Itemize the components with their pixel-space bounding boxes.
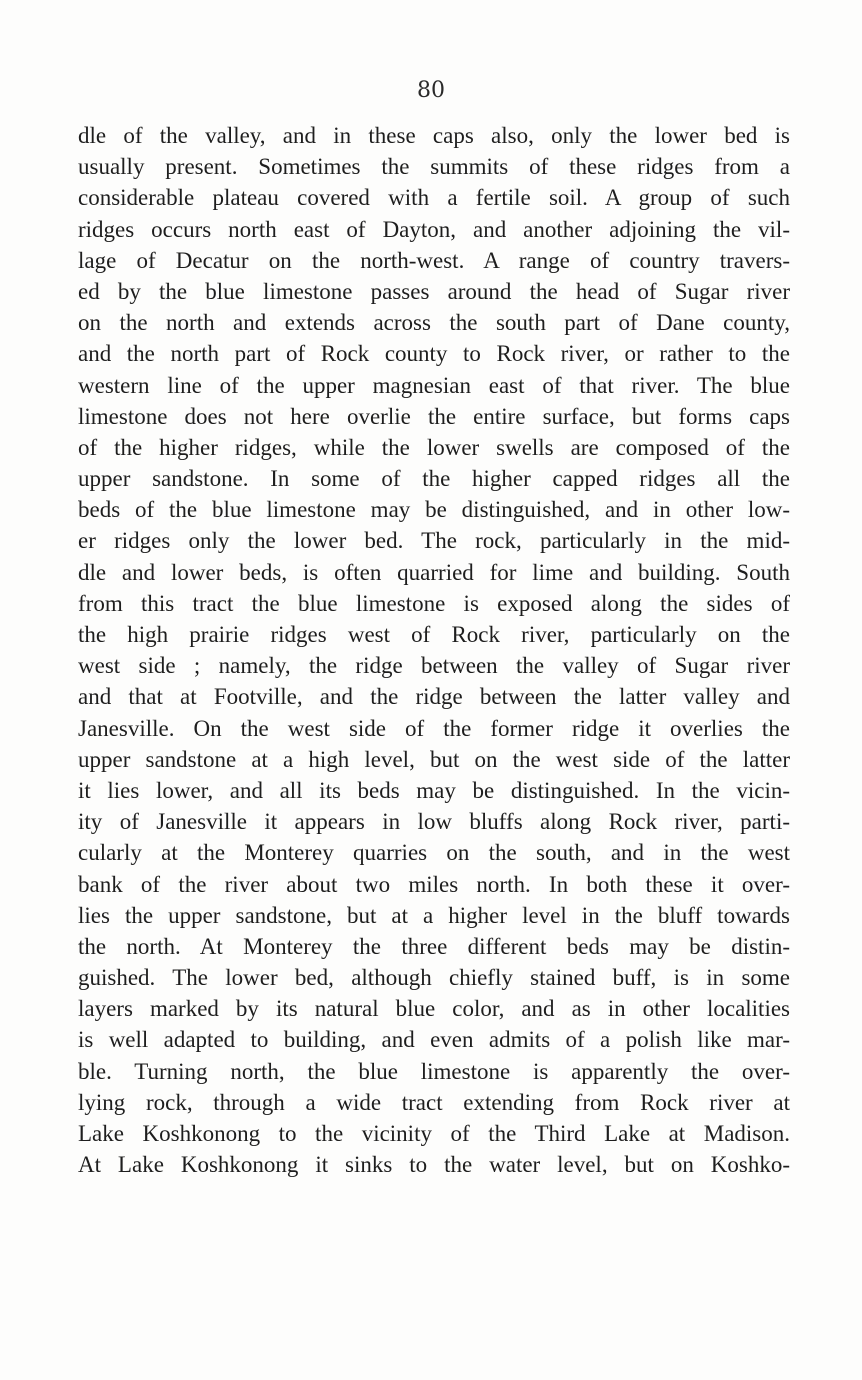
text-line: is well adapted to building, and even admits of a polish like mar-: [78, 1027, 790, 1053]
text-line: guished. The lower bed, although chiefly stained buff, is in some: [78, 965, 790, 991]
text-line: upper sandstone. In some of the higher capped ridges all the: [78, 466, 790, 492]
text-line: bank of the river about two miles north. In both these it over-: [78, 871, 790, 897]
text-line: from this tract the blue limestone is exposed along the sides of: [78, 590, 790, 616]
text-line: of the higher ridges, while the lower swells are composed of the: [78, 434, 790, 460]
text-line: considerable plateau covered with a fertile soil. A group of such: [78, 185, 790, 211]
text-line: ed by the blue limestone passes around the head of Sugar river: [78, 278, 790, 304]
text-line: At Lake Koshkonong it sinks to the water level, but on Koshko-: [78, 1152, 790, 1178]
text-line: Lake Koshkonong to the vicinity of the Third Lake at Madison.: [78, 1121, 790, 1146]
text-line: er ridges only the lower bed. The rock, particularly in the mid-: [78, 528, 790, 554]
text-line: and that at Footville, and the ridge between the latter valley and: [78, 684, 790, 710]
text-line: lage of Decatur on the north-west. A range of country travers-: [78, 247, 790, 273]
text-line: dle of the valley, and in these caps also, only the lower bed is: [78, 123, 790, 148]
text-line: upper sandstone at a high level, but on the west side of the latter: [78, 746, 790, 772]
text-line: the high prairie ridges west of Rock river, particularly on the: [78, 622, 790, 647]
text-line: dle and lower beds, is often quarried for lime and building. South: [78, 559, 790, 585]
text-line: Janesville. On the west side of the former ridge it overlies the: [78, 715, 790, 741]
text-line: ble. Turning north, the blue limestone is apparently the over-: [78, 1058, 790, 1084]
text-line: on the north and extends across the south part of Dane county,: [78, 310, 790, 336]
text-line: layers marked by its natural blue color, and as in other localities: [78, 996, 790, 1022]
text-line: limestone does not here overlie the entire surface, but forms caps: [78, 403, 790, 429]
text-line: west side ; namely, the ridge between the valley of Sugar river: [78, 653, 790, 679]
text-line: ridges occurs north east of Dayton, and another adjoining the vil-: [78, 216, 790, 242]
text-line: it lies lower, and all its beds may be distinguished. In the vicin-: [78, 777, 790, 803]
text-line: beds of the blue limestone may be distinguished, and in other low-: [78, 497, 790, 523]
text-line: ity of Janesville it appears in low bluffs along Rock river, parti-: [78, 809, 790, 835]
text-line: lying rock, through a wide tract extending from Rock river at: [78, 1089, 790, 1115]
text-line: cularly at the Monterey quarries on the south, and in the west: [78, 840, 790, 866]
body-text: [78, 120, 790, 1180]
page-number: 80: [417, 78, 445, 103]
text-line: lies the upper sandstone, but at a higher level in the bluff towards: [78, 902, 790, 928]
text-line: the north. At Monterey the three different beds may be distin-: [78, 933, 790, 959]
text-line: western line of the upper magnesian east of that river. The blue: [78, 372, 790, 398]
text-line: and the north part of Rock county to Rock river, or rather to the: [78, 341, 790, 367]
text-line: usually present. Sometimes the summits of these ridges from a: [78, 154, 790, 180]
